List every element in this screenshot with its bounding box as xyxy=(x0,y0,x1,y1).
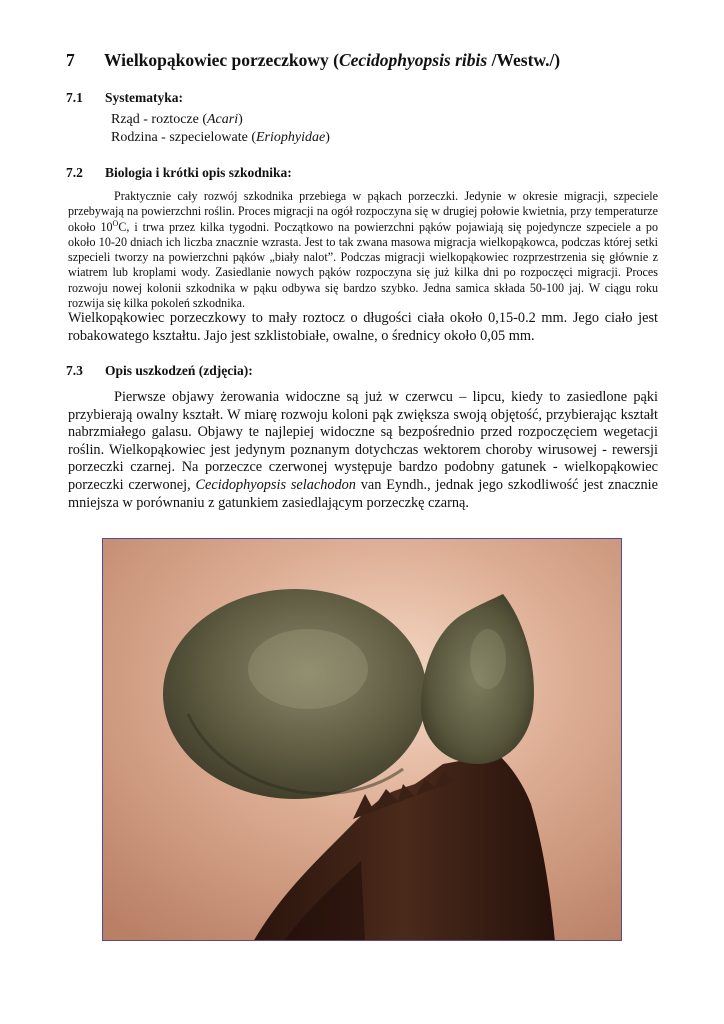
description-paragraph: Wielkopąkowiec porzeczkowy to mały roztocz o długości ciała około 0,15-0.2 mm. Jego ciało jest robakowatego kształtu. Jajo jest szklistobiałe, owalne, o średnicy około 0,05 mm. xyxy=(68,310,658,344)
bud-photo-image xyxy=(103,539,622,941)
section-title: Opis uszkodzeń (zdjęcia): xyxy=(105,363,253,378)
damage-paragraph: Pierwsze objawy żerowania widoczne są już w czerwcu – lipcu, kiedy to zasiedlone pąki przybierają owalny kształt. W miarę rozwoju koloni pąk zwiększa swoją objętość, przybierając kształt nabrzmiałego galasu. Objawy te najlepiej widoczne są bezpośrednio przed rozpoczęciem wegetacji roślin. Wielkopąkowiec jest jedynym poznanym dotychczas wektorem choroby wirusowej - rewersji porzeczki czarnej. Na porzeczce czerwonej występuje bardzo podobny gatunek - wielkopąkowiec porzeczki czerwonej, Cecidophyopsis selachodon van Eyndh., jednak jego szkodliwość jest znacznie mniejsza w porównaniu z gatunkiem zasiedlającym porzeczkę czarną. xyxy=(68,389,658,511)
section-7-3-heading xyxy=(66,363,253,379)
heading-number: 7 xyxy=(66,50,75,70)
section-7-1-heading xyxy=(66,90,183,106)
main-heading xyxy=(66,50,560,71)
systematics-order: Rząd - roztocze (Acari) xyxy=(111,112,243,127)
heading-title: Wielkopąkowiec porzeczkowy ( xyxy=(104,50,339,70)
section-number: 7.1 xyxy=(66,90,83,105)
section-title: Biologia i krótki opis szkodnika: xyxy=(105,165,292,180)
heading-title-species: Cecidophyopsis ribis xyxy=(338,50,488,70)
biology-paragraph: Praktycznie cały rozwój szkodnika przebiega w pąkach porzeczki. Jedynie w okresie migracji, szpeciele przebywają na powierzchni roślin. Proces migracji na ogół rozpoczyna się w drugiej połowie kwietnia, przy temperaturze około $10^OC$, i trwa przez kilka tygodni. Początkowo na powierzchni pąków pojawiają się pojedyncze szpeciele a po około 10-20 dniach ich liczba znacznie wzrasta. Jest to tak zwana masowa migracja wielkopąkowca, podczas której setki szpecieli tworzy na powierzchni pąków „biały nalot”. Podczas migracji wielkopąkowiec rozprzestrzenia się głównie z wiatrem lub kroplami wody. Zasiedlanie nowych pąków rozpoczyna się już kilka dni po rozpoczęci migracji. Proces rozwoju nowej kolonii szkodnika w pąku odbywa się bardzo szybko. Jedna samica składa 50-100 jaj. W ciągu roku rozwija się kilka pokoleń szkodnika. xyxy=(68,189,658,311)
section-number: 7.2 xyxy=(66,165,83,180)
section-7-2-heading xyxy=(66,165,292,181)
section-title: Systematyka: xyxy=(105,90,183,105)
bud-photo xyxy=(102,538,622,941)
section-number: 7.3 xyxy=(66,363,83,378)
systematics-family: Rodzina - szpecielowate (Eriophyidae) xyxy=(111,130,330,145)
heading-title-author: /Westw./) xyxy=(487,50,561,70)
